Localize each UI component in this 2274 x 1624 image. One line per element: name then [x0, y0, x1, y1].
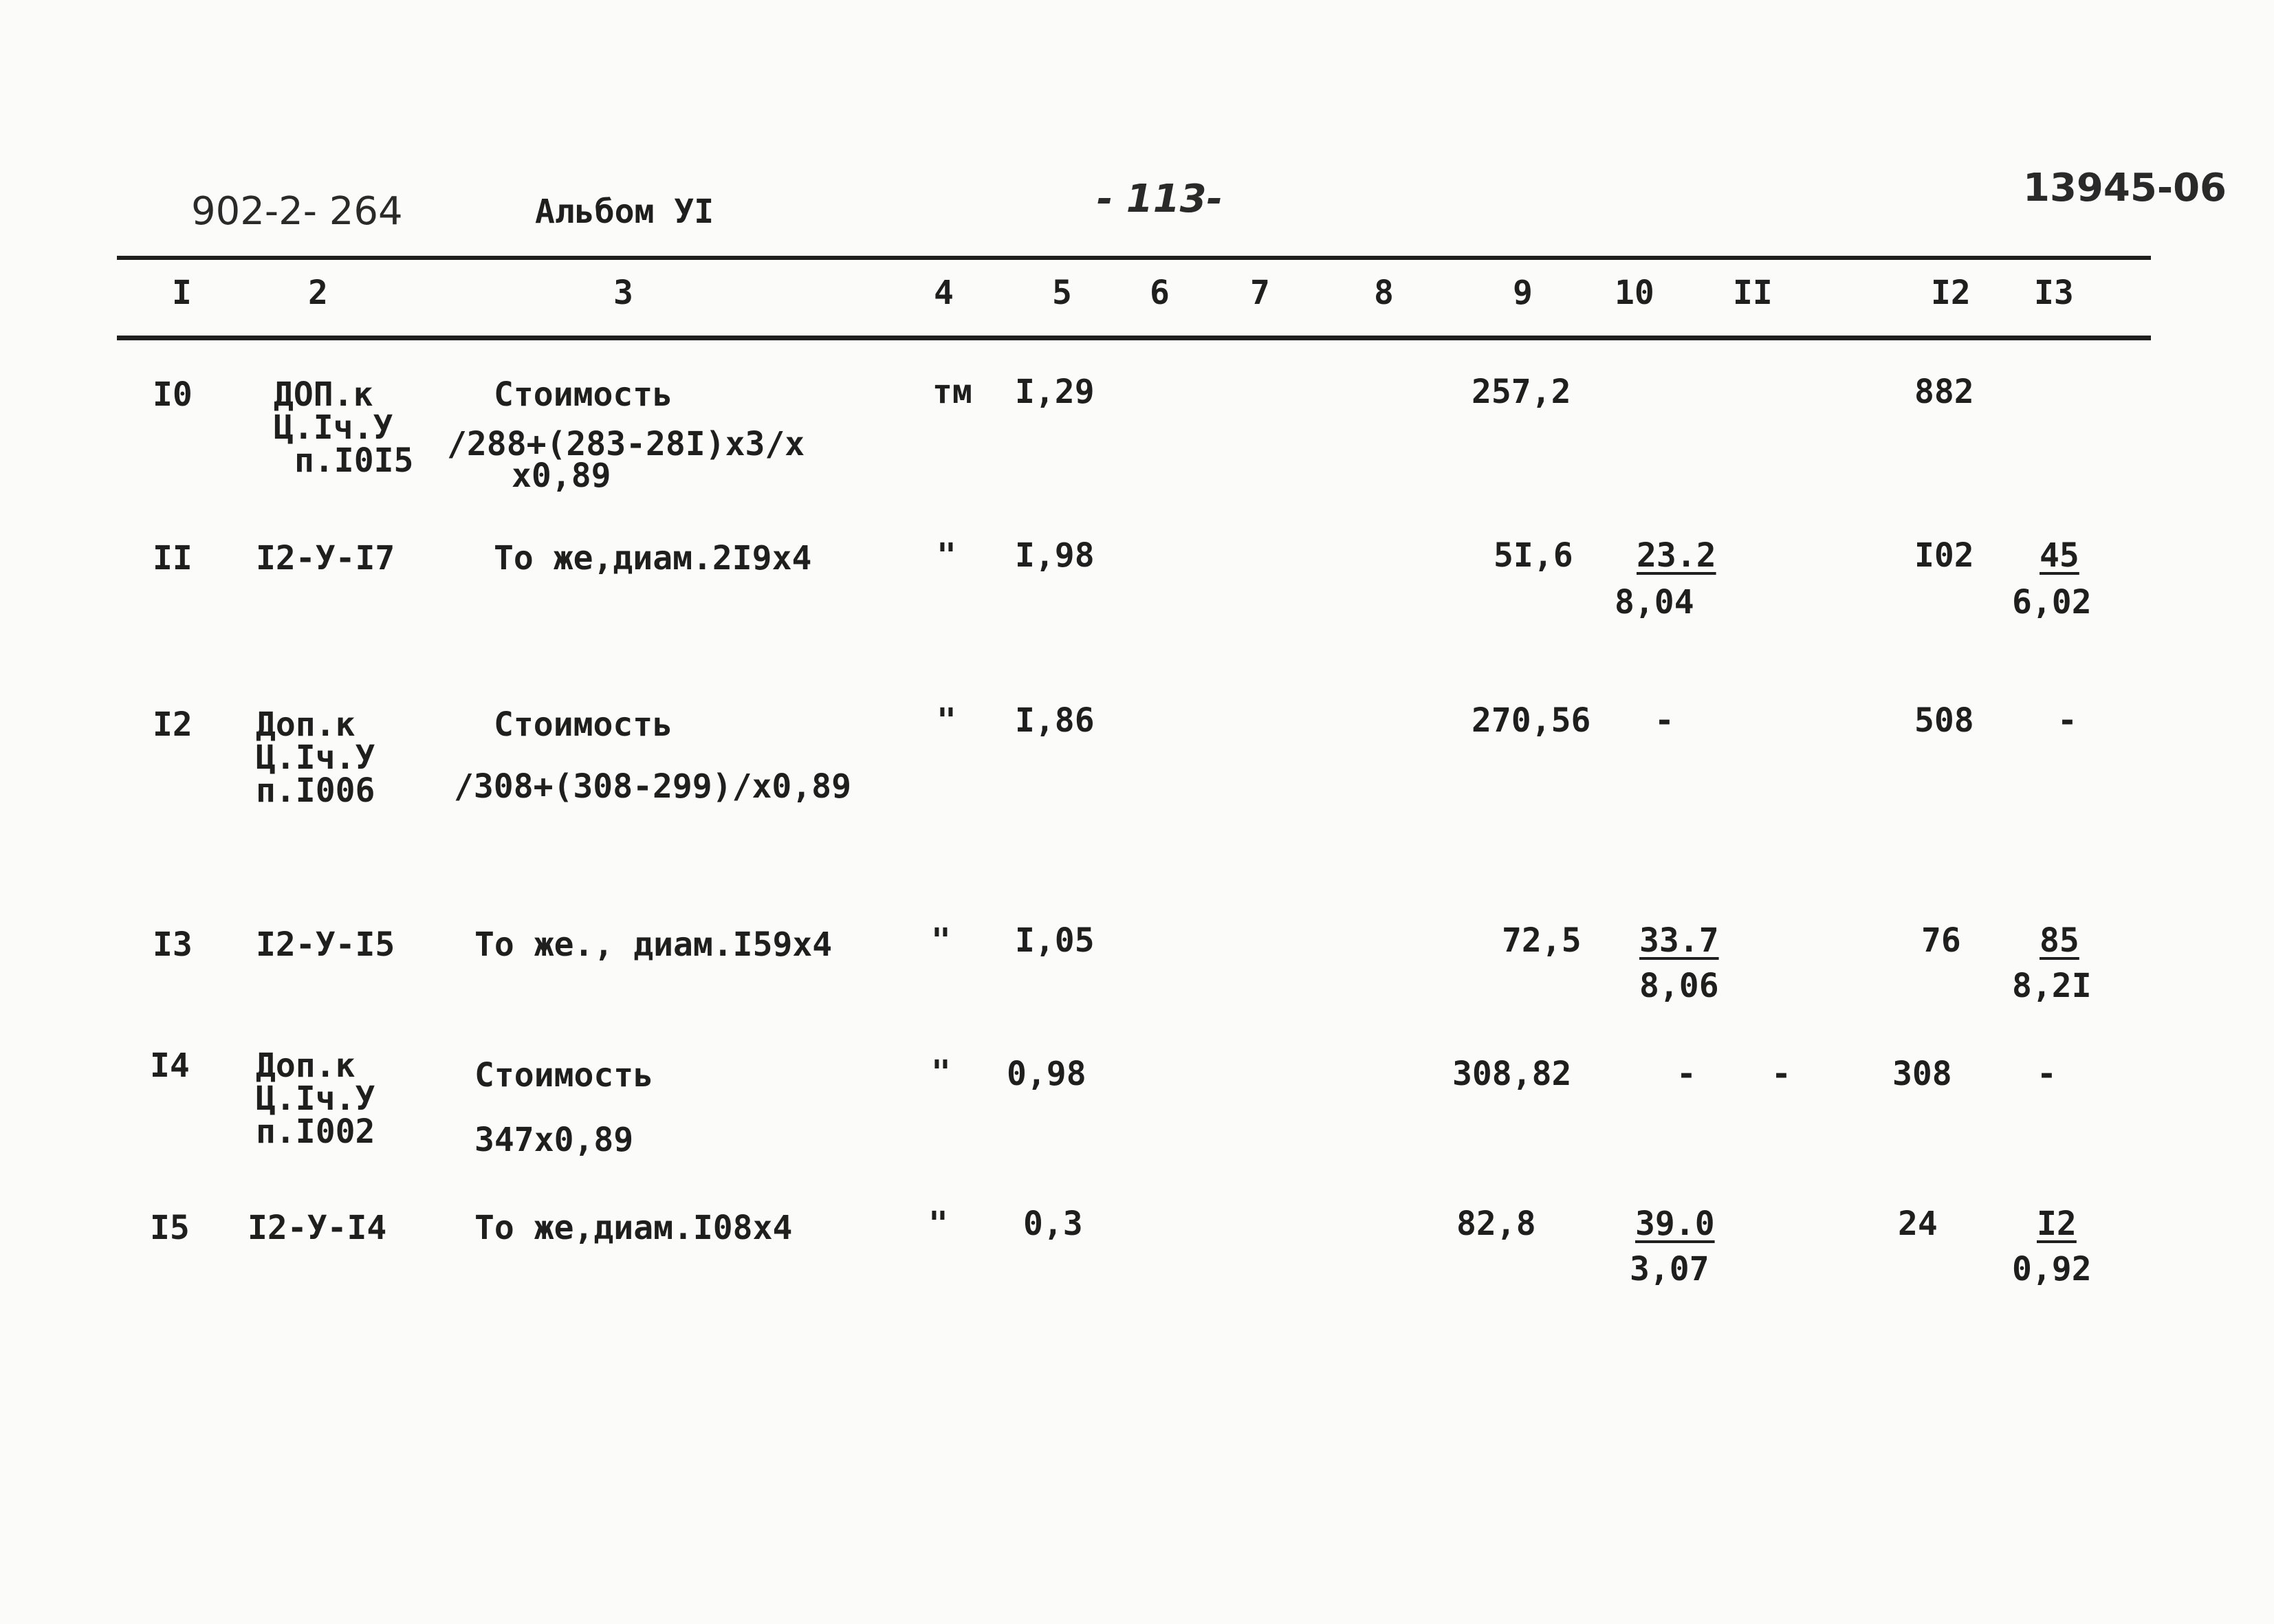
column-header: I3: [2034, 274, 2074, 312]
quantity: I,98: [1015, 536, 1095, 575]
description-line: x0,89: [512, 457, 611, 495]
col9-value: 270,56: [1472, 701, 1591, 740]
norm-reference-line: I2-У-I7: [256, 539, 395, 578]
col13-value: -: [2057, 701, 2077, 740]
row-number: II: [153, 539, 193, 578]
page-number: - 113-: [1097, 177, 1223, 221]
description-line: Стоимость: [494, 375, 673, 414]
col13-numerator: 85: [2040, 921, 2079, 960]
col13-denominator: 8,2I: [2012, 967, 2092, 1005]
quantity: 0,98: [1007, 1055, 1086, 1093]
column-header: 2: [308, 274, 328, 312]
column-header: 7: [1250, 274, 1270, 312]
col12-value: 76: [1921, 921, 1961, 960]
column-header: I: [172, 274, 192, 312]
quantity: 0,3: [1023, 1205, 1083, 1243]
col10-denominator: 8,06: [1639, 967, 1719, 1005]
norm-reference-line: Ц.Iч.У: [256, 1079, 375, 1118]
col9-value: 257,2: [1472, 373, 1571, 411]
col10-numerator: 39.0: [1635, 1205, 1715, 1243]
unit: ": [937, 536, 956, 575]
description-line: То же,диам.I08x4: [474, 1209, 793, 1247]
column-header: I2: [1931, 274, 1971, 312]
col11-value: -: [1771, 1055, 1791, 1093]
document-code: 902-2- 264: [191, 189, 403, 234]
norm-reference-line: п.I006: [256, 771, 375, 810]
norm-reference-line: Доп.к: [256, 705, 356, 744]
col12-value: I02: [1914, 536, 1974, 575]
norm-reference-line: п.I002: [256, 1112, 375, 1151]
col10-denominator: 8,04: [1615, 583, 1694, 622]
column-header: 3: [613, 274, 633, 312]
album-label: Альбом УI: [535, 193, 714, 231]
row-number: I0: [153, 375, 193, 414]
norm-reference-line: ДОП.к: [274, 375, 373, 414]
unit: ": [928, 1205, 948, 1243]
header-bottom-rule: [117, 336, 2151, 340]
col9-value: 308,82: [1452, 1055, 1572, 1093]
norm-reference-line: Доп.к: [256, 1046, 356, 1085]
column-header: 8: [1374, 274, 1394, 312]
quantity: I,86: [1015, 701, 1095, 740]
quantity: I,29: [1015, 373, 1095, 411]
col9-value: 82,8: [1456, 1205, 1536, 1243]
description-line: Стоимость: [474, 1056, 654, 1095]
archive-number: 13945-06: [2023, 166, 2227, 210]
description-line: /288+(283-28I)x3/x: [447, 425, 805, 463]
column-header: 9: [1513, 274, 1533, 312]
col13-numerator: I2: [2037, 1205, 2077, 1243]
col12-value: 24: [1898, 1205, 1938, 1243]
column-header: 10: [1615, 274, 1654, 312]
column-header: II: [1733, 274, 1773, 312]
description-line: 347x0,89: [474, 1121, 634, 1159]
unit: тм: [932, 373, 972, 411]
col12-value: 308: [1892, 1055, 1952, 1093]
col13-denominator: 0,92: [2012, 1250, 2092, 1288]
norm-reference-line: Ц.Iч.У: [256, 738, 375, 777]
description-line: /308+(308-299)/x0,89: [454, 767, 851, 806]
col9-value: 72,5: [1502, 921, 1582, 960]
col13-numerator: 45: [2040, 536, 2079, 575]
col9-value: 5I,6: [1494, 536, 1573, 575]
row-number: I5: [150, 1209, 190, 1247]
column-header: 5: [1052, 274, 1072, 312]
unit: ": [931, 1053, 951, 1092]
col10-value: -: [1676, 1055, 1696, 1093]
norm-reference-line: I2-У-I4: [248, 1209, 387, 1247]
unit: ": [931, 921, 951, 960]
col12-value: 882: [1914, 373, 1974, 411]
norm-reference-line: п.I0I5: [294, 441, 414, 480]
row-number: I3: [153, 925, 193, 964]
column-header: 4: [934, 274, 954, 312]
col10-denominator: 3,07: [1630, 1250, 1709, 1288]
column-header: 6: [1150, 274, 1170, 312]
col10-numerator: 23.2: [1637, 536, 1716, 575]
description-line: То же., диам.I59x4: [474, 925, 833, 964]
col10-value: -: [1654, 701, 1674, 740]
row-number: I4: [150, 1046, 190, 1085]
row-number: I2: [153, 705, 193, 744]
description-line: То же,диам.2I9x4: [494, 539, 812, 578]
col13-denominator: 6,02: [2012, 583, 2092, 622]
quantity: I,05: [1015, 921, 1095, 960]
col12-value: 508: [1914, 701, 1974, 740]
unit: ": [937, 701, 956, 740]
norm-reference-line: Ц.Iч.У: [274, 408, 393, 447]
col13-value: -: [2037, 1055, 2057, 1093]
col10-numerator: 33.7: [1639, 921, 1719, 960]
norm-reference-line: I2-У-I5: [256, 925, 395, 964]
description-line: Стоимость: [494, 705, 673, 744]
top-rule: [117, 256, 2151, 260]
